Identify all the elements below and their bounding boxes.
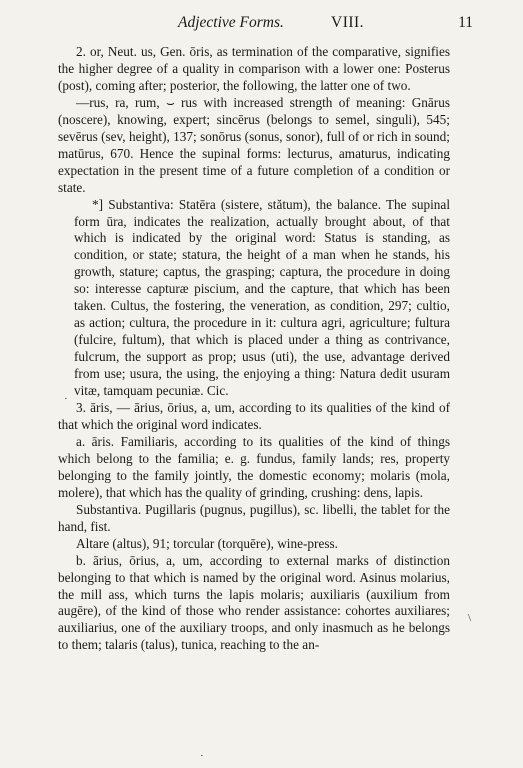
paragraph-substantiva-statera: *] Substantiva: Statēra (sistere, stătum), the balance. The supinal form ūra, indicates the realization, actually brought about, of that which is indicated by the original word: Status is standing, as condition, or state; statura, the height of a man when he stands, his growth, stature; captus, the grasping; captura, the procedure in doing so: interesse capturæ piscium, and the capture, that which has been taken. Cultus, the fostering, the veneration, as condition, 297; cultio, as action; cultura, the procedure in it: cultura agri, agriculture; fultura (fulcire, fultum), that which is placed under a thing as contrivance, fulcrum, the support as prop; usus (uti), the use, advantage derived from use; usura, the using, the enjoying a thing: Natura dedit usuram vitæ, tamquam pecuniæ. Cic.	[74, 196, 450, 399]
paragraph-altare: Altare (altus), 91; torcular (torquēre), wine-press.	[76, 535, 338, 551]
page-body	[58, 44, 450, 654]
margin-speck-mark: ·	[64, 393, 68, 405]
running-title: Adjective Forms.	[178, 14, 284, 31]
paragraph-a-aris: a. āris. Familiaris, according to its qualities of the kind of things which belong to the familia; e. g. fundus, family lands; res, property belonging to the family jointly, the domestic economy; molaris (mola, molere), that which has the quality of grinding, crushing: dens, lapis.	[58, 433, 450, 500]
paragraph-comparative: 2. or, Neut. us, Gen. ōris, as termination of the comparative, signifies the higher degree of a quality in comparison with a lower one: Posterus (post), coming after; posterior, the following, the latter one of two.	[58, 44, 450, 93]
paragraph-aris-arius: 3. āris, — ārius, ōrius, a, um, according to its qualities of the kind of that which the original word indicates.	[58, 400, 450, 432]
margin-tick-mark: \	[468, 612, 472, 624]
running-header	[58, 14, 473, 34]
chapter-number: VIII.	[331, 14, 365, 31]
paragraph-substantiva-pugillaris: Substantiva. Pugillaris (pugnus, pugillus), sc. libelli, the tablet for the hand, fist.	[58, 501, 450, 534]
page-number: 11	[458, 14, 473, 31]
bottom-speck-mark: ·	[200, 750, 204, 762]
paragraph-b-arius: b. ārius, ōrius, a, um, according to external marks of distinction belonging to that which is named by the original word. Asinus molarius, the mill ass, which turns the lapis molaris; auxiliaris (auxilium from augēre), of the kind of those who render assistance: cohortes auxiliares; auxiliarius, one of the auxiliary troops, and only inasmuch as he belongs to them; talaris (talus), tunica, reaching to the an-	[58, 552, 450, 653]
paragraph-rus-suffix: —rus, ra, rum, ⌣ rus with increased strength of meaning: Gnārus (noscere), knowing, expert; sincērus (belongs to semel, singuli), 545; sevērus (sev, height), 137; sonōrus (sonus, sonor), full of or rich in sound; matūrus, 670. Hence the supinal forms: lecturus, amaturus, indicating expectation in the present time of a future completion of a condition or state.	[58, 94, 450, 195]
